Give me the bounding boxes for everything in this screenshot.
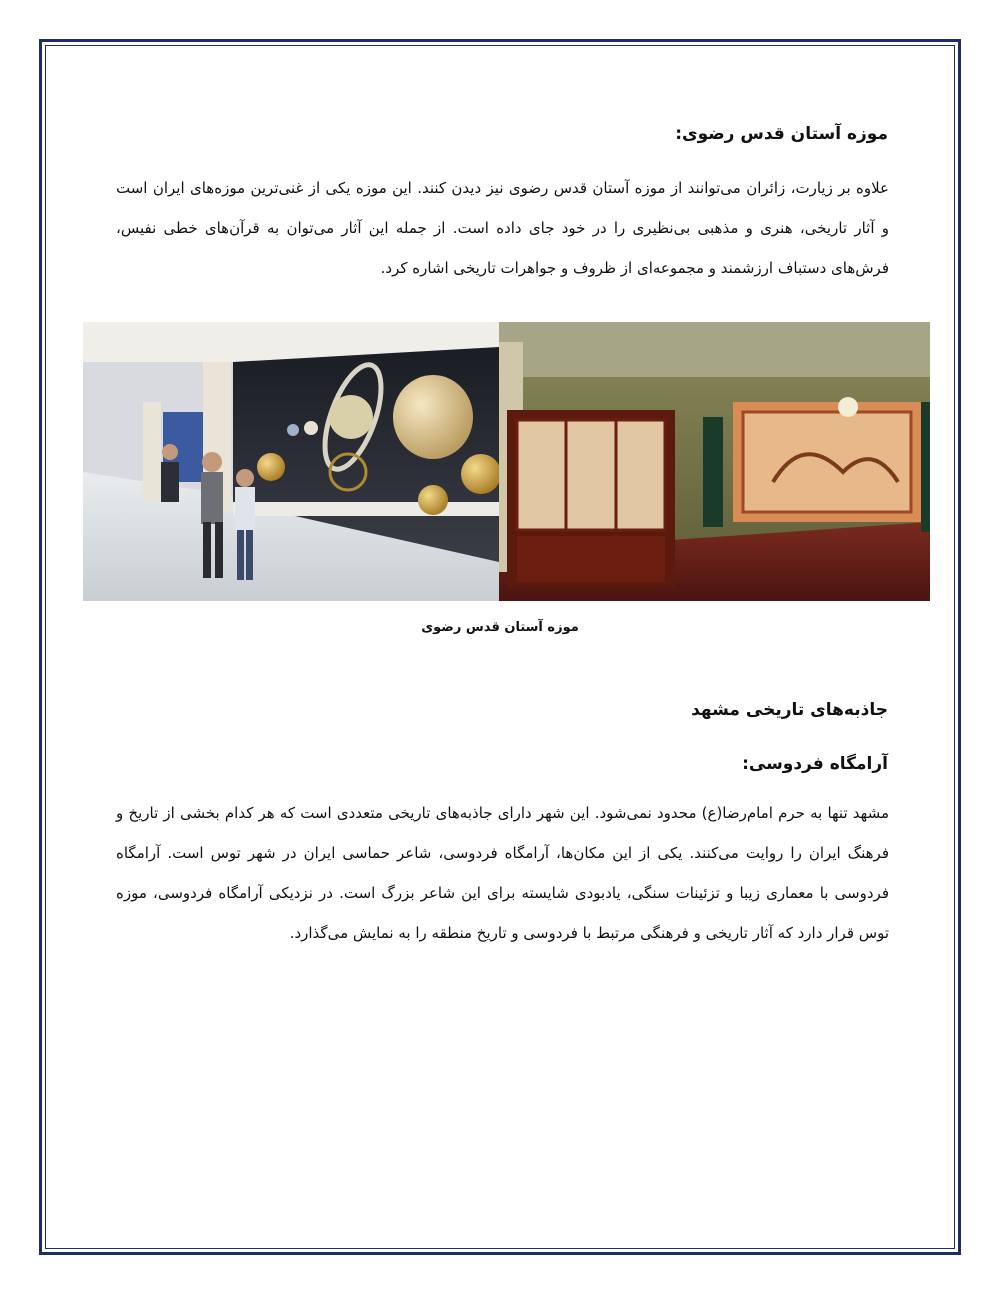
museum-photo-illustration [83, 322, 930, 601]
museum-paragraph: علاوه بر زیارت، زائران می‌توانند از موزه آستان قدس رضوی نیز دیدن کنند. این موزه یکی از غنی‌ترین موزه‌های ایران است و آثار تاریخی، هنری و مذهبی بی‌نظیری را در خود جای داده است. از جمله این آثار می‌توان به قرآن‌های خطی نفیس، فرش‌های دستباف ارزشمند و مجموعه‌ای از ظروف و جواهرات تاریخی اشاره کرد. [116, 179, 889, 277]
ferdowsi-tomb-heading: آرامگاه فردوسی: [742, 754, 888, 774]
attractions-heading: جاذبه‌های تاریخی مشهد [691, 700, 888, 720]
attractions-paragraph: مشهد تنها به حرم امام‌رضا(ع) محدود نمی‌شود. این شهر دارای جاذبه‌های تاریخی متعددی است که هر کدام بخشی از تاریخ و فرهنگ ایران را روایت می‌کنند. یکی از این مکان‌ها، آرامگاه فردوسی، شاعر حماسی ایران در شهر توس است. آرامگاه فردوسی با معماری زیبا و تزئینات سنگی، یادبودی شایسته برای این شاعر بزرگ است. در نزدیکی آرامگاه فردوسی، موزه توس قرار دارد که آثار تاریخی و فرهنگی مرتبط با فردوسی و تاریخ منطقه را به نمایش می‌گذارد. [116, 804, 889, 942]
museum-photo [83, 322, 930, 601]
museum-heading: موزه آستان قدس رضوی: [675, 124, 888, 144]
photo-caption: موزه آستان قدس رضوی [421, 620, 579, 635]
